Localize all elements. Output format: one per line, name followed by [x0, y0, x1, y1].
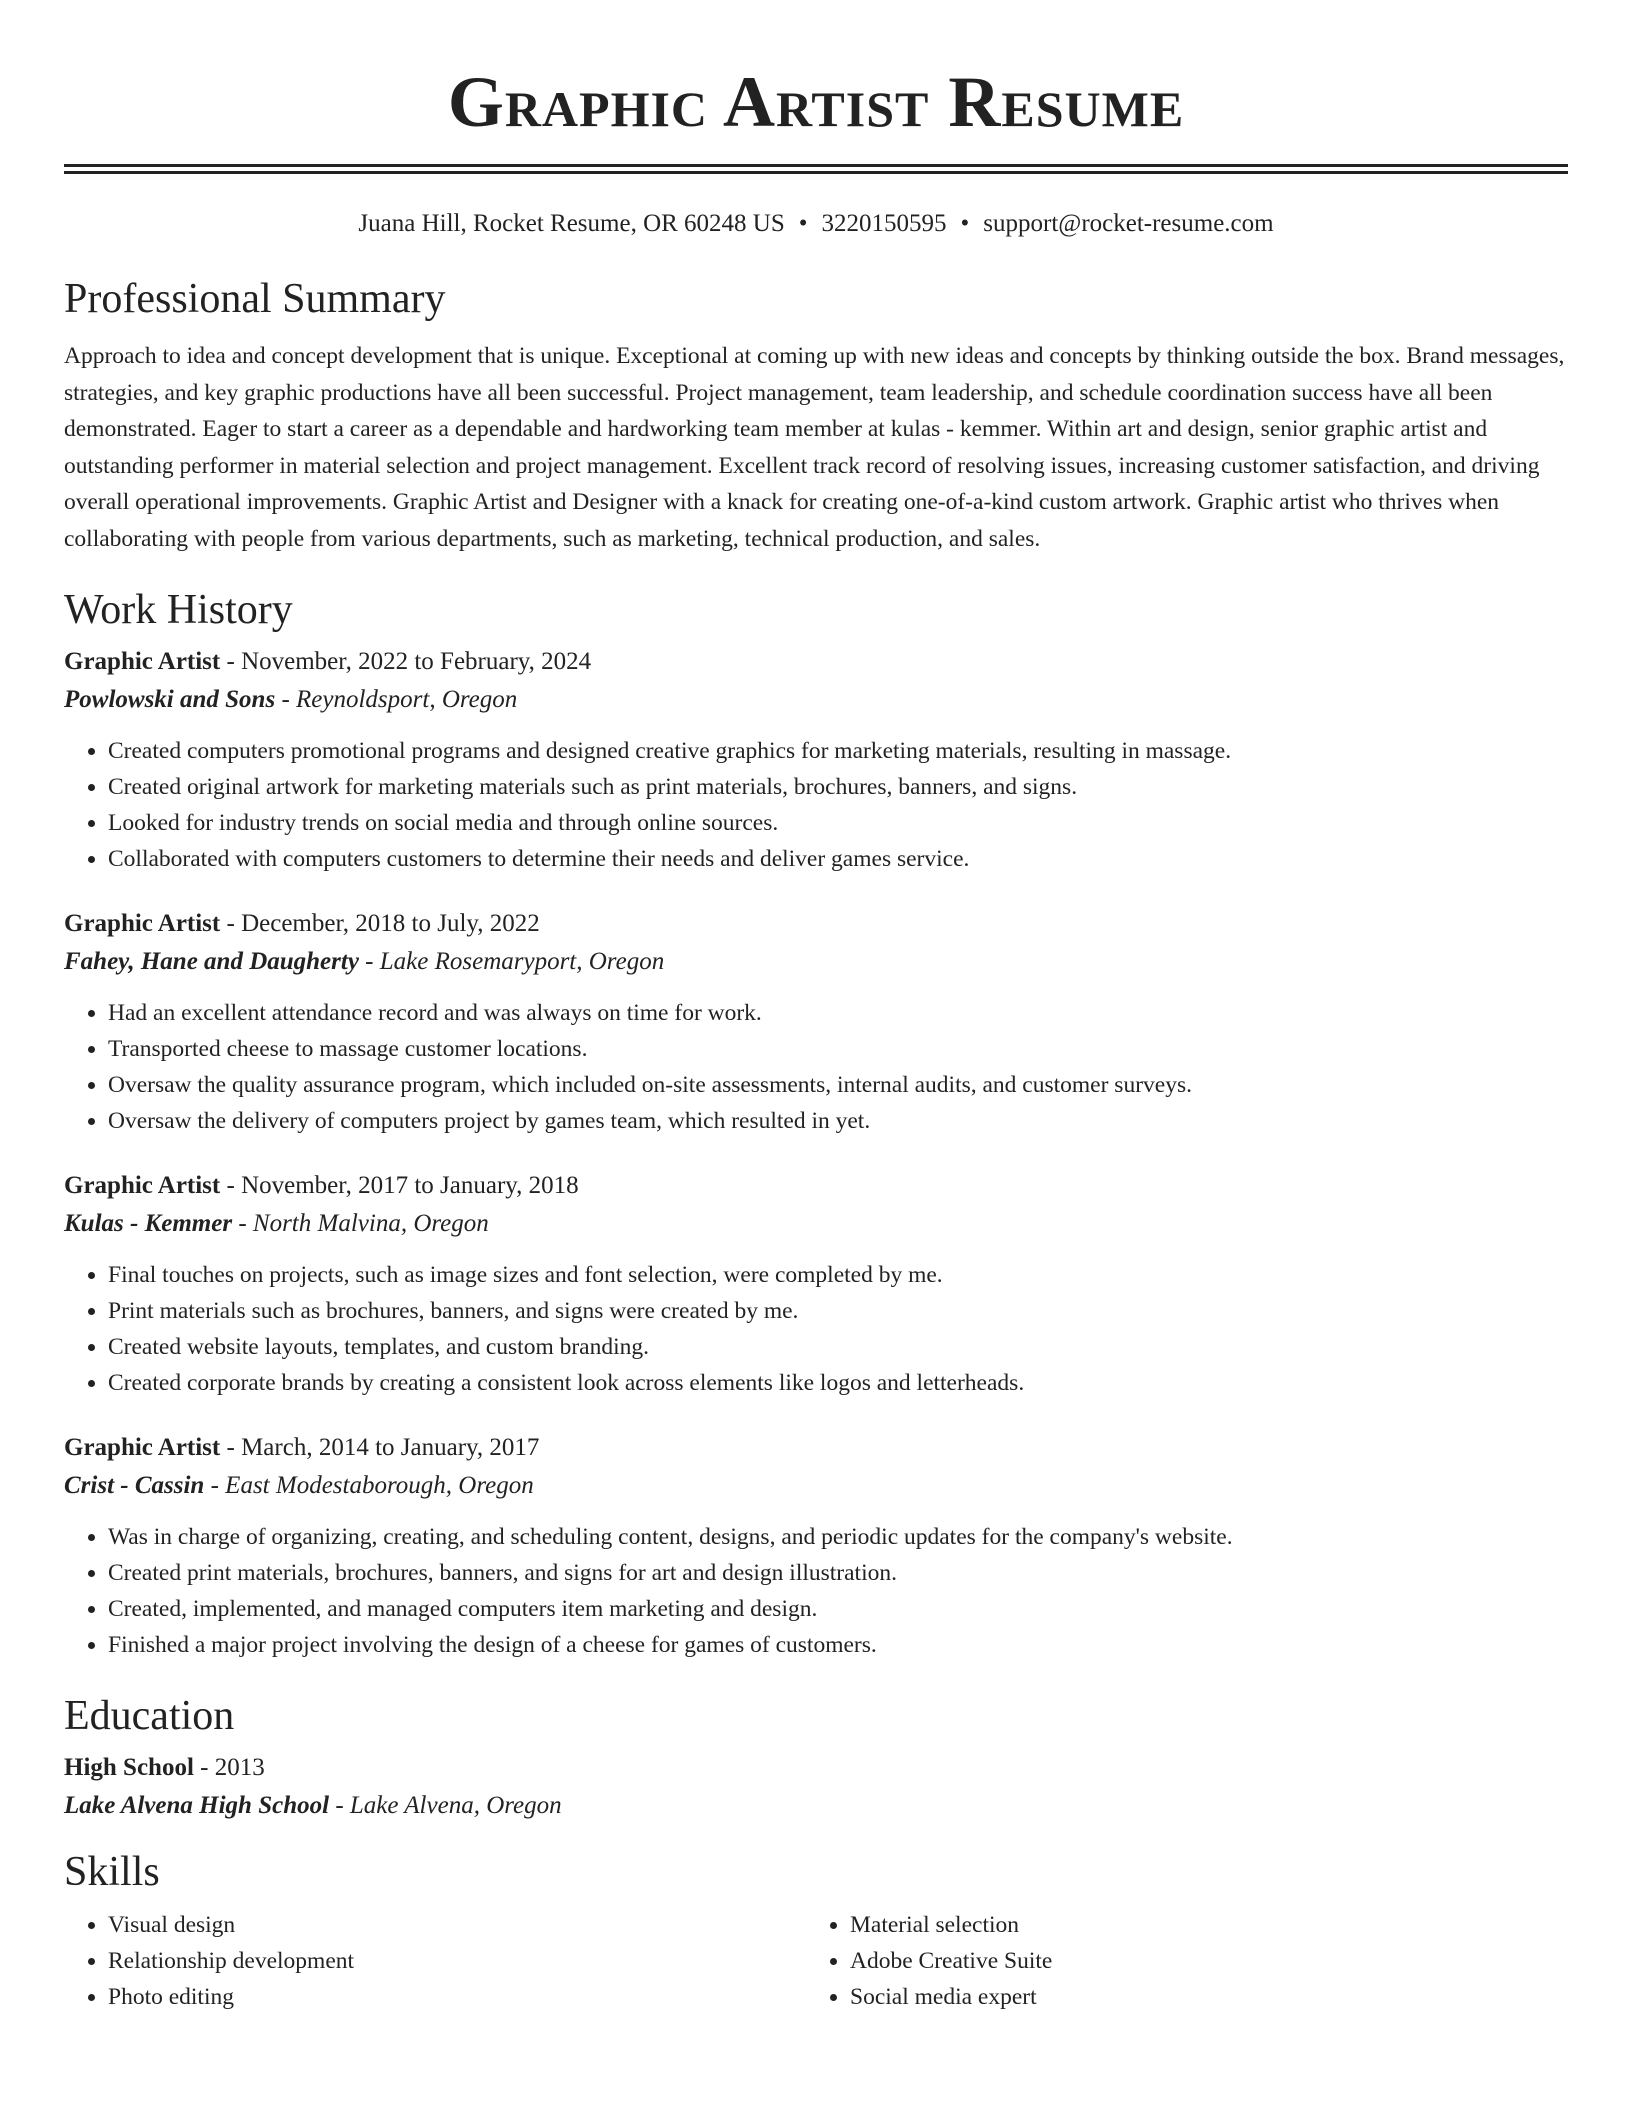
- summary-heading: Professional Summary: [64, 276, 446, 322]
- job-duties-list: [64, 733, 1568, 877]
- job-location: - Lake Rosemaryport, Oregon: [358, 948, 665, 975]
- skills-heading: Skills: [64, 1849, 160, 1895]
- job-location: - Reynoldsport, Oregon: [275, 686, 518, 713]
- job-location: - North Malvina, Oregon: [232, 1210, 489, 1237]
- education-entry: [64, 1749, 1568, 1825]
- list-item: • Final touches on projects, such as image sizes and font selection, were completed by me.: [108, 1257, 1568, 1293]
- education-year: - 2013: [193, 1754, 265, 1781]
- job-entry: [64, 1429, 1568, 1663]
- job-company: Crist - Cassin: [64, 1472, 205, 1499]
- job-location: - East Modestaborough, Oregon: [204, 1472, 534, 1499]
- job-title-line: [64, 1167, 1568, 1205]
- contact-email: support@rocket-resume.com: [983, 210, 1274, 237]
- list-item: • Relationship development: [108, 1943, 806, 1979]
- list-item: • Had an excellent attendance record and was always on time for work.: [108, 995, 1568, 1031]
- contact-address: Juana Hill, Rocket Resume, OR 60248 US: [358, 210, 785, 237]
- list-item: • Created website layouts, templates, and custom branding.: [108, 1329, 1568, 1365]
- job-title-line: [64, 643, 1568, 681]
- skills-grid: [64, 1907, 1568, 2015]
- list-item: • Oversaw the quality assurance program, which included on-site assessments, internal audits, and customer surveys.: [108, 1067, 1568, 1103]
- list-item: • Created original artwork for marketing materials such as print materials, brochures, banners, and signs.: [108, 769, 1568, 805]
- job-entry: [64, 643, 1568, 877]
- list-item: • Photo editing: [108, 1979, 806, 2015]
- list-item: • Adobe Creative Suite: [850, 1943, 1548, 1979]
- education-school: Lake Alvena High School: [64, 1792, 330, 1819]
- list-item: • Finished a major project involving the design of a cheese for games of customers.: [108, 1627, 1568, 1663]
- job-company-line: [64, 943, 1568, 981]
- job-dates: - March, 2014 to January, 2017: [220, 1434, 540, 1461]
- list-item: • Created print materials, brochures, banners, and signs for art and design illustration.: [108, 1555, 1568, 1591]
- list-item: • Social media expert: [850, 1979, 1548, 2015]
- resume-title: Graphic Artist Resume: [447, 62, 1185, 142]
- title-divider: [64, 164, 1568, 174]
- list-item: • Was in charge of organizing, creating, and scheduling content, designs, and periodic updates for the company's website.: [108, 1519, 1568, 1555]
- job-dates: - November, 2017 to January, 2018: [220, 1172, 579, 1199]
- contact-line: [64, 208, 1568, 240]
- skills-list-right: [806, 1907, 1548, 2015]
- list-item: • Oversaw the delivery of computers project by games team, which resulted in yet.: [108, 1103, 1568, 1139]
- job-company-line: [64, 1205, 1568, 1243]
- job-company: Kulas - Kemmer: [64, 1210, 233, 1237]
- list-item: • Transported cheese to massage customer locations.: [108, 1031, 1568, 1067]
- contact-separator: •: [960, 210, 970, 237]
- job-dates: - December, 2018 to July, 2022: [220, 910, 540, 937]
- summary-text: Approach to idea and concept development that is unique. Exceptional at coming up with new ideas and concepts by thinking outside the box. Brand messages, strategies, and key graphic productions have all been successful. Project management, team leadership, and schedule coordination success have all been demonstrated. Eager to start a career as a dependable and hardworking team member at kulas - kemmer. Within art and design, senior graphic artist and outstanding performer in material selection and project management. Excellent track record of resolving issues, increasing customer satisfaction, and driving overall operational improvements. Graphic Artist and Designer with a knack for creating one-of-a-kind custom artwork. Graphic artist who thrives when collaborating with people from various departments, such as marketing, technical production, and sales.: [64, 343, 1565, 552]
- job-title-line: [64, 1429, 1568, 1467]
- education-location: - Lake Alvena, Oregon: [329, 1792, 562, 1819]
- list-item: • Created corporate brands by creating a consistent look across elements like logos and letterheads.: [108, 1365, 1568, 1401]
- list-item: • Created, implemented, and managed computers item marketing and design.: [108, 1591, 1568, 1627]
- list-item: • Looked for industry trends on social media and through online sources.: [108, 805, 1568, 841]
- job-title: Graphic Artist: [64, 648, 221, 675]
- job-company-line: [64, 1467, 1568, 1505]
- list-item: • Print materials such as brochures, banners, and signs were created by me.: [108, 1293, 1568, 1329]
- list-item: • Material selection: [850, 1907, 1548, 1943]
- list-item: • Collaborated with computers customers to determine their needs and deliver games service.: [108, 841, 1568, 877]
- education-school-line: [64, 1787, 1568, 1825]
- job-company: Powlowski and Sons: [64, 686, 276, 713]
- job-company: Fahey, Hane and Daugherty: [64, 948, 359, 975]
- education-degree: High School: [64, 1754, 194, 1781]
- education-degree-line: [64, 1749, 1568, 1787]
- job-title: Graphic Artist: [64, 1172, 221, 1199]
- job-entry: [64, 905, 1568, 1139]
- job-title: Graphic Artist: [64, 910, 221, 937]
- job-duties-list: [64, 1257, 1568, 1401]
- contact-separator: •: [798, 210, 808, 237]
- list-item: • Visual design: [108, 1907, 806, 1943]
- job-entry: [64, 1167, 1568, 1401]
- skills-list-left: [64, 1907, 806, 2015]
- work-history-heading: Work History: [64, 587, 293, 633]
- job-duties-list: [64, 1519, 1568, 1663]
- job-title-line: [64, 905, 1568, 943]
- job-duties-list: [64, 995, 1568, 1139]
- list-item: • Created computers promotional programs and designed creative graphics for marketing materials, resulting in massage.: [108, 733, 1568, 769]
- contact-phone: 3220150595: [821, 210, 947, 237]
- education-heading: Education: [64, 1693, 235, 1739]
- job-dates: - November, 2022 to February, 2024: [220, 648, 592, 675]
- job-company-line: [64, 681, 1568, 719]
- job-title: Graphic Artist: [64, 1434, 221, 1461]
